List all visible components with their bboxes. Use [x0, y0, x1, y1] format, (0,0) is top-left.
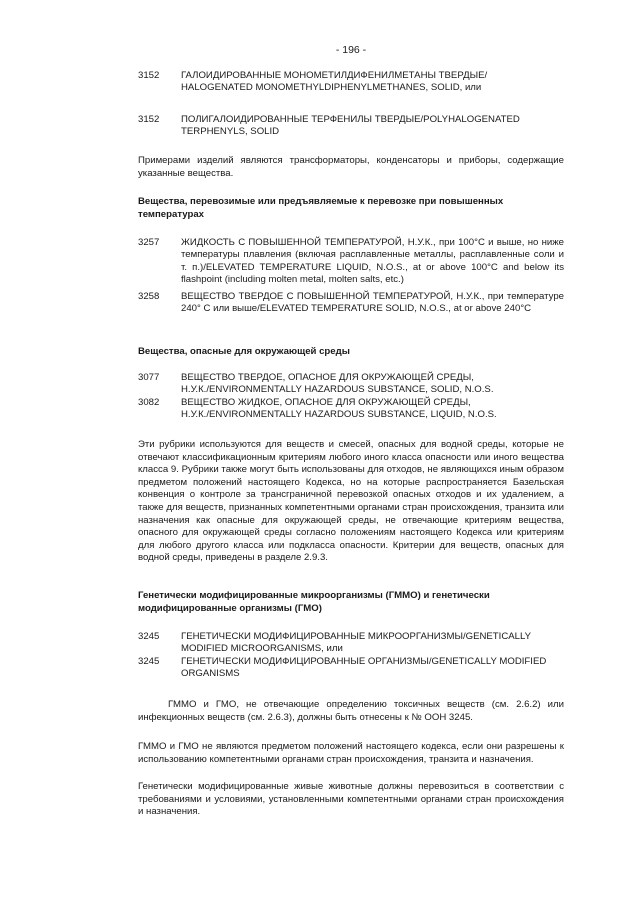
- page-number: - 196 -: [335, 44, 367, 56]
- entry-name: [181, 114, 564, 139]
- entry-line: ГЕНЕТИЧЕСКИ МОДИФИЦИРОВАННЫЕ ОРГАНИЗМЫ/GENETICALLY MODIFIED: [181, 656, 547, 667]
- un-entry-3082: [138, 397, 564, 422]
- un-number: 3152: [138, 70, 160, 81]
- entry-line: MODIFIED MICROORGANISMS, или: [181, 643, 343, 655]
- un-number: 3077: [138, 372, 160, 383]
- examples-paragraph: Примерами изделий являются трансформаторы, конденсаторы и приборы, содержащие указанные вещества.: [138, 155, 564, 179]
- un-entry-3245-b: [138, 656, 564, 681]
- entry-name: [181, 656, 564, 681]
- un-entry-3152-a: [138, 70, 564, 95]
- environment-paragraph: Эти рубрики используются для веществ и смесей, опасных для водной среды, которые не отвечают классификационным критериям любого иного класса опасности или иного вещества класса 9. Рубрики также могут быть использованы для отходов, не являющихся иным образом предметом положений настоящего Кодекса, но на которые распространяется Базельская конвенция о контроле за трансграничной перевозкой опасных отходов и их удалением, а также для веществ, признанных компетентными органами стран происхождения, транзита или назначения как опасные для окружающей среды, не отвечающие критериям вещества, опасного для окружающей среды согласно положениям настоящего Кодекса или критериям для любого другого класса или подкласса опасности. Критерии для веществ, опасных для водной среды, приведены в разделе 2.9.3.: [138, 439, 564, 564]
- un-number: 3245: [138, 656, 160, 667]
- entry-line: ГАЛОИДИРОВАННЫЕ МОНОМЕТИЛДИФЕНИЛМЕТАНЫ ТВЕРДЫЕ/: [181, 70, 488, 81]
- entry-line: ВЕЩЕСТВО ЖИДКОЕ, ОПАСНОЕ ДЛЯ ОКРУЖАЮЩЕЙ СРЕДЫ,: [181, 397, 471, 408]
- entry-name: ВЕЩЕСТВО ТВЕРДОЕ С ПОВЫШЕННОЙ ТЕМПЕРАТУРОЙ, Н.У.К., при температуре 240° C или выше/ELEVATED TEMPERATURE SOLID, N.O.S., at or above 240°C: [181, 291, 564, 315]
- entry-line: HALOGENATED MONOMETHYLDIPHENYLMETHANES, SOLID, или: [181, 82, 482, 94]
- section-heading-environment: Вещества, опасные для окружающей среды: [138, 346, 350, 357]
- entry-line: ПОЛИГАЛОИДИРОВАННЫЕ ТЕРФЕНИЛЫ ТВЕРДЫЕ/POLYHALOGENATED: [181, 114, 520, 125]
- gmo-paragraph-3: Генетически модифицированные живые животные должны перевозиться в соответствии с требованиями и условиями, установленными компетентными органами стран происхождения и назначения.: [138, 781, 564, 818]
- heading-line: Генетически модифицированные микроорганизмы (ГММО) и генетически: [138, 590, 490, 601]
- heading-line: Вещества, перевозимые или предъявляемые к перевозке при повышенных: [138, 196, 504, 207]
- entry-name: [181, 372, 564, 397]
- entry-line: ORGANISMS: [181, 668, 240, 680]
- un-number: 3082: [138, 397, 160, 408]
- un-entry-3258: [138, 291, 564, 316]
- entry-line: Н.У.К./ENVIRONMENTALLY HAZARDOUS SUBSTANCE, SOLID, N.O.S.: [181, 384, 494, 396]
- entry-name: ЖИДКОСТЬ С ПОВЫШЕННОЙ ТЕМПЕРАТУРОЙ, Н.У.К., при 100°C и выше, но ниже температуры плавления (включая расплавленные металлы, расплавленные соли и т. п.)/ELEVATED TEMPERATURE LIQUID, N.O.S., at or above 100°C and below its flashpoint (including molten metal, molten salts, etc.): [181, 237, 564, 286]
- un-entry-3152-b: [138, 114, 564, 139]
- un-number: 3257: [138, 237, 160, 248]
- heading-line: модифицированные организмы (ГМО): [138, 602, 322, 614]
- un-entry-3077: [138, 372, 564, 397]
- entry-name: [181, 70, 564, 95]
- un-entry-3257: [138, 237, 564, 287]
- section-heading-elevated-temperature: [138, 196, 564, 221]
- un-number: 3245: [138, 631, 160, 642]
- entry-line: ГЕНЕТИЧЕСКИ МОДИФИЦИРОВАННЫЕ МИКРООРГАНИЗМЫ/GENETICALLY: [181, 631, 532, 642]
- gmo-paragraph-1: ГММО и ГМО, не отвечающие определению токсичных веществ (см. 2.6.2) или инфекционных веществ (см. 2.6.3), должны быть отнесены к № ООН 3245.: [138, 699, 564, 723]
- entry-name: [181, 397, 564, 422]
- entry-line: ВЕЩЕСТВО ТВЕРДОЕ, ОПАСНОЕ ДЛЯ ОКРУЖАЮЩЕЙ СРЕДЫ,: [181, 372, 474, 383]
- entry-line: TERPHENYLS, SOLID: [181, 126, 280, 138]
- section-heading-gmo: [138, 590, 564, 615]
- heading-line: температурах: [138, 208, 205, 220]
- entry-name: [181, 631, 564, 656]
- entry-line: Н.У.К./ENVIRONMENTALLY HAZARDOUS SUBSTANCE, LIQUID, N.O.S.: [181, 409, 497, 421]
- un-number: 3258: [138, 291, 160, 302]
- un-number: 3152: [138, 114, 160, 125]
- gmo-paragraph-2: ГММО и ГМО не являются предметом положений настоящего кодекса, если они разрешены к использованию компетентными органами стран происхождения, транзита и назначения.: [138, 741, 564, 765]
- un-entry-3245-a: [138, 631, 564, 656]
